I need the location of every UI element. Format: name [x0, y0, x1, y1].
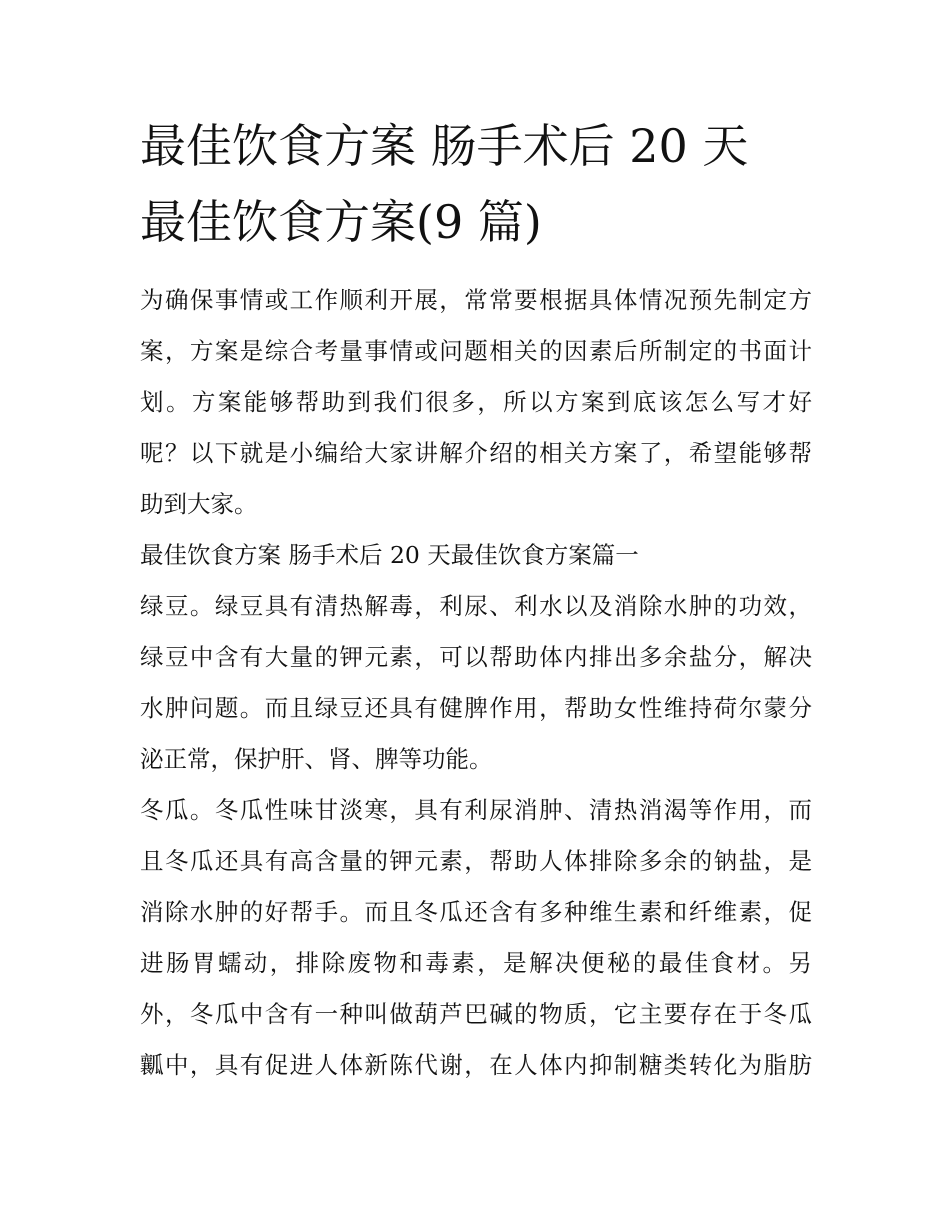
- text-line: 水肿问题。而且绿豆还具有健脾作用，帮助女性维持荷尔蒙分: [140, 694, 812, 722]
- text-line: 且冬瓜还具有高含量的钾元素，帮助人体排除多余的钠盐，是: [140, 847, 812, 875]
- text-line: 划。方案能够帮助到我们很多，所以方案到底该怎么写才好: [140, 388, 812, 416]
- text-line: 进肠胃蠕动，排除废物和毒素，是解决便秘的最佳食材。另: [140, 949, 812, 977]
- document-title: [140, 108, 820, 260]
- text-line: 消除水肿的好帮手。而且冬瓜还含有多种维生素和纤维素，促: [140, 898, 812, 926]
- text-line: 为确保事情或工作顺利开展，常常要根据具体情况预先制定方: [140, 286, 812, 314]
- text-line: 助到大家。: [140, 490, 258, 518]
- text-line: 泌正常，保护肝、肾、脾等功能。: [140, 745, 493, 773]
- text-line: 绿豆。绿豆具有清热解毒，利尿、利水以及消除水肿的功效，: [140, 592, 812, 620]
- title-line: 最佳饮食方案 肠手术后 20 天: [140, 119, 749, 173]
- text-line: 冬瓜。冬瓜性味甘淡寒，具有利尿消肿、清热消渴等作用，而: [140, 796, 812, 824]
- text-line: 瓤中，具有促进人体新陈代谢，在人体内抑制糖类转化为脂肪: [140, 1051, 812, 1079]
- text-line: 绿豆中含有大量的钾元素，可以帮助体内排出多余盐分，解决: [140, 643, 812, 671]
- title-line: 最佳饮食方案(9 篇): [140, 195, 542, 249]
- section-heading: 最佳饮食方案 肠手术后 20 天最佳饮食方案篇一: [140, 541, 639, 569]
- text-line: 案，方案是综合考量事情或问题相关的因素后所制定的书面计: [140, 337, 812, 365]
- document-body: [140, 275, 812, 1091]
- text-line: 外，冬瓜中含有一种叫做葫芦巴碱的物质，它主要存在于冬瓜: [140, 1000, 812, 1028]
- text-line: 呢？以下就是小编给大家讲解介绍的相关方案了，希望能够帮: [140, 439, 812, 467]
